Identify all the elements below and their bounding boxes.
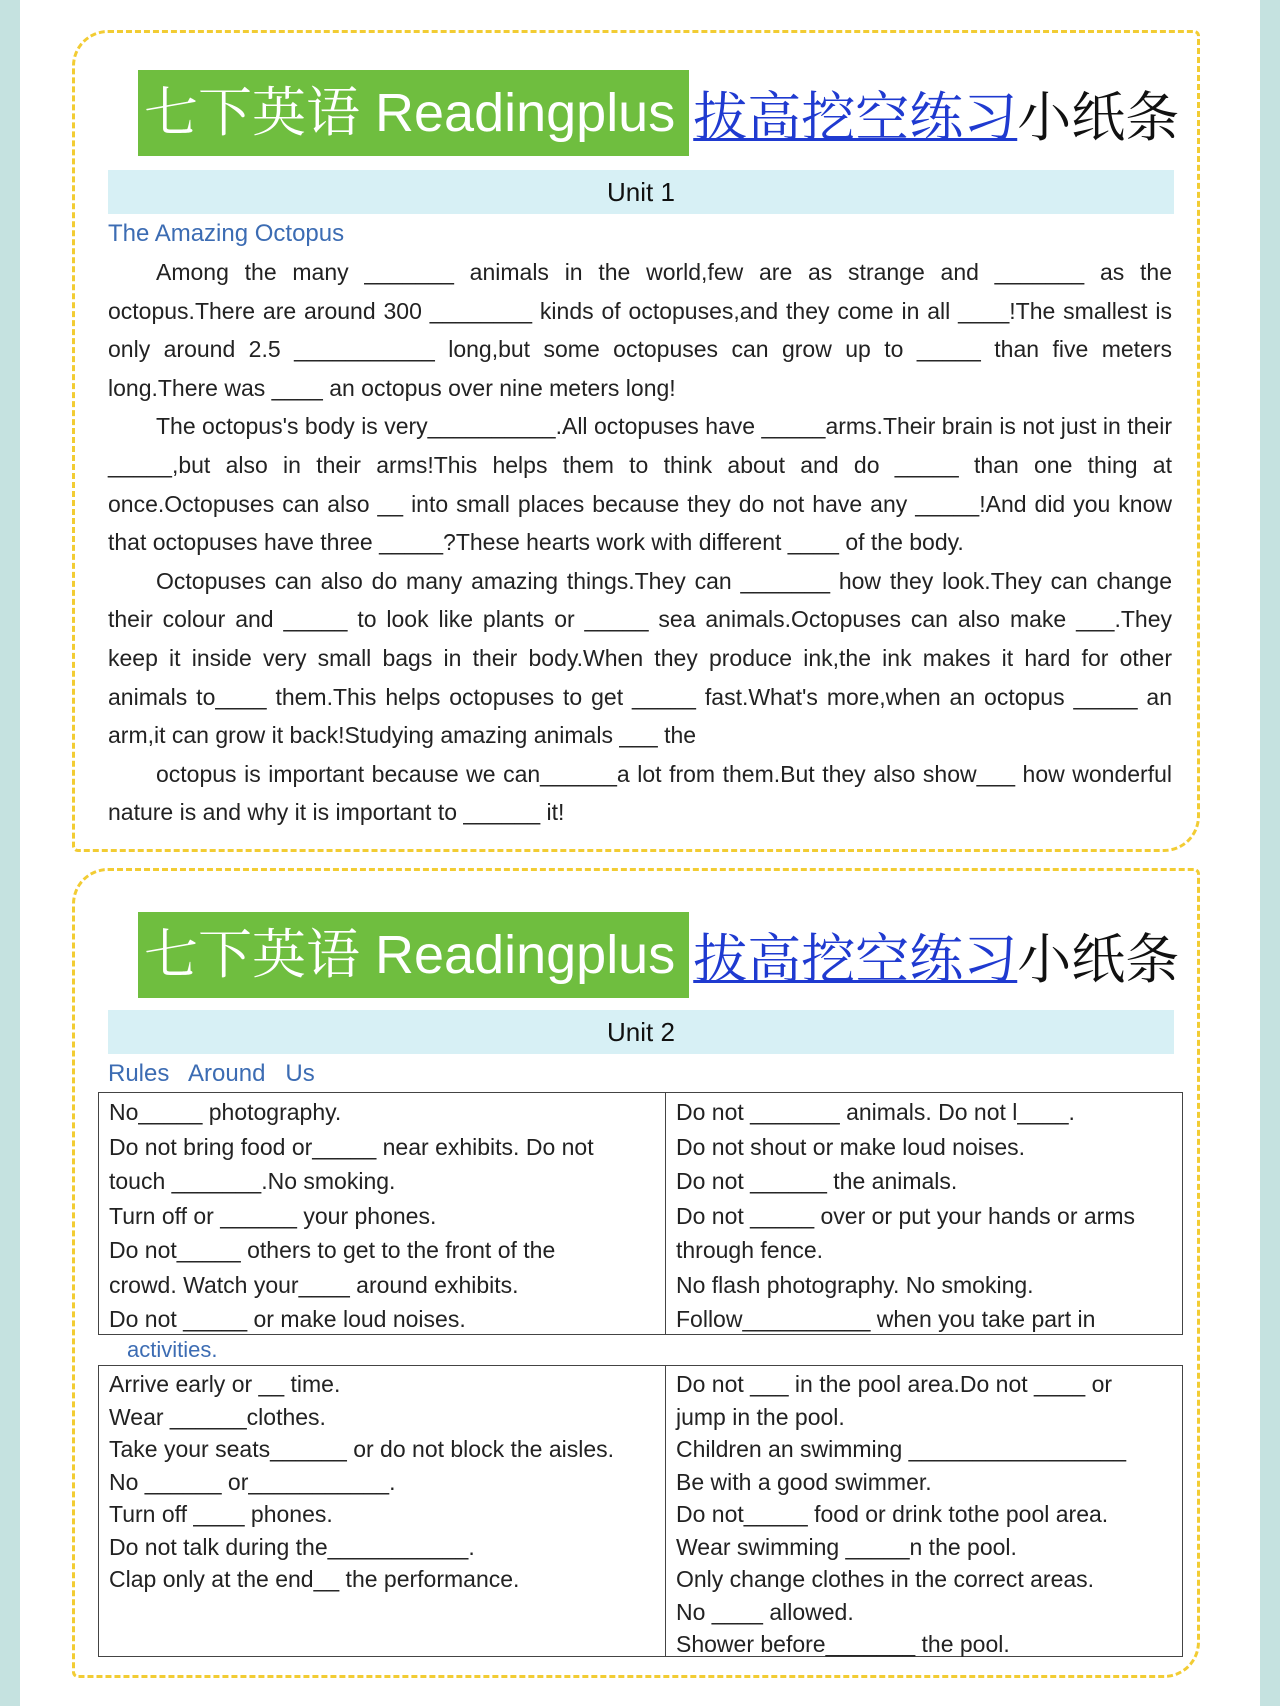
table-line: crowd. Watch your____ around exhibits.: [109, 1271, 519, 1298]
title-blue: 拔高挖空练习: [693, 87, 1018, 148]
title-black: 小纸条: [1017, 87, 1180, 148]
rules-section-title: Rules Around Us: [108, 1060, 315, 1087]
table-line: Do not ___ in the pool area.Do not ____ or: [676, 1371, 1113, 1397]
table-line: Turn off or ______ your phones.: [109, 1202, 437, 1229]
paragraph-2: The octopus's body is very__________.All octopuses have _____arms.Their brain is not just in their _____,but also in their arms!This helps them to think about and do _____ than one thing at once.Octopuses can also __ into small places because they do not have any _____!And did you know that octopuses have three _____?These hearts work with different ____ of the body.: [108, 413, 1172, 556]
rules-table-1: [98, 1092, 1183, 1335]
table-line: Do not _____ over or put your hands or arms: [676, 1202, 1135, 1229]
table-line: through fence.: [676, 1237, 824, 1263]
unit1-passage: [108, 253, 1172, 832]
table-line: jump in the pool.: [676, 1403, 845, 1430]
title-black: 小纸条: [1017, 929, 1180, 990]
table-line: Turn off ____ phones.: [109, 1501, 333, 1527]
table-line: Do not _______ animals. Do not l____.: [676, 1099, 1075, 1125]
table-line: No ______ or___________.: [109, 1468, 396, 1495]
table-line: Do not_____ others to get to the front of the: [109, 1237, 556, 1263]
table-line: No flash photography. No smoking.: [676, 1271, 1034, 1298]
table-line: Arrive early or __ time.: [109, 1371, 341, 1397]
table2-right-column: [666, 1366, 1182, 1656]
paragraph-4: octopus is important because we can______a lot from them.But they also show___ how wonderful nature is and why it is important to ______ it!: [108, 760, 1172, 826]
table-line: Children an swimming _________________: [676, 1436, 1127, 1462]
article-title: The Amazing Octopus: [108, 220, 345, 247]
title-blue: 拔高挖空练习: [693, 929, 1018, 990]
paragraph-1: Among the many _______ animals in the world,few are as strange and _______ as the octopus.There are around 300 ________ kinds of octopuses,and they come in all ____!The smallest is only around 2.5 ___________ long,but some octopuses can grow up to _____ than five meters long.There was ____ an octopus over nine meters long!: [108, 259, 1172, 401]
table-line: Only change clothes in the correct areas.: [676, 1566, 1095, 1592]
table1-right-column: [666, 1093, 1182, 1334]
title-green: 七下英语 Readingplus: [138, 70, 689, 156]
table-line: Do not ______ the animals.: [676, 1168, 958, 1194]
unit2-label: Unit 2: [108, 1010, 1174, 1054]
table-line: Take your seats______ or do not block the aisles.: [109, 1436, 615, 1462]
unit1-label: Unit 1: [108, 170, 1174, 214]
table-line: Do not shout or make loud noises.: [676, 1133, 1026, 1160]
unit1-title-banner: [138, 70, 1179, 156]
table-line: Be with a good swimmer.: [676, 1468, 932, 1495]
rules-table-2: [98, 1365, 1183, 1657]
table-line: Wear swimming _____n the pool.: [676, 1533, 1017, 1560]
table-line: Do not_____ food or drink tothe pool area.: [676, 1501, 1109, 1527]
unit2-title-banner: [138, 912, 1179, 998]
table1-left-column: [99, 1093, 666, 1334]
table-line: No ____ allowed.: [676, 1598, 854, 1625]
continuation-text: activities.: [127, 1337, 218, 1362]
table-line: touch _______.No smoking.: [109, 1168, 396, 1194]
table-line: Clap only at the end__ the performance.: [109, 1566, 520, 1592]
table2-left-column: [99, 1366, 666, 1656]
table-line: Do not bring food or_____ near exhibits. Do not: [109, 1133, 594, 1160]
title-green: 七下英语 Readingplus: [138, 912, 689, 998]
table-line: Wear ______clothes.: [109, 1403, 326, 1430]
paragraph-3: Octopuses can also do many amazing things.They can _______ how they look.They can change their colour and _____ to look like plants or _____ sea animals.Octopuses can also make ___.They keep it inside very small bags in their body.When they produce ink,the ink makes it hard for other animals to____ them.This helps octopuses to get _____ fast.What's more,when an octopus _____ an arm,it can grow it back!Studying amazing animals ___ the: [108, 567, 1172, 749]
table-line: Follow__________ when you take part in: [676, 1306, 1096, 1332]
table-line: Do not _____ or make loud noises.: [109, 1306, 466, 1332]
table-line: No_____ photography.: [109, 1099, 342, 1125]
table-line: Do not talk during the___________.: [109, 1533, 475, 1560]
table-line: Shower before_______ the pool.: [676, 1631, 1010, 1657]
